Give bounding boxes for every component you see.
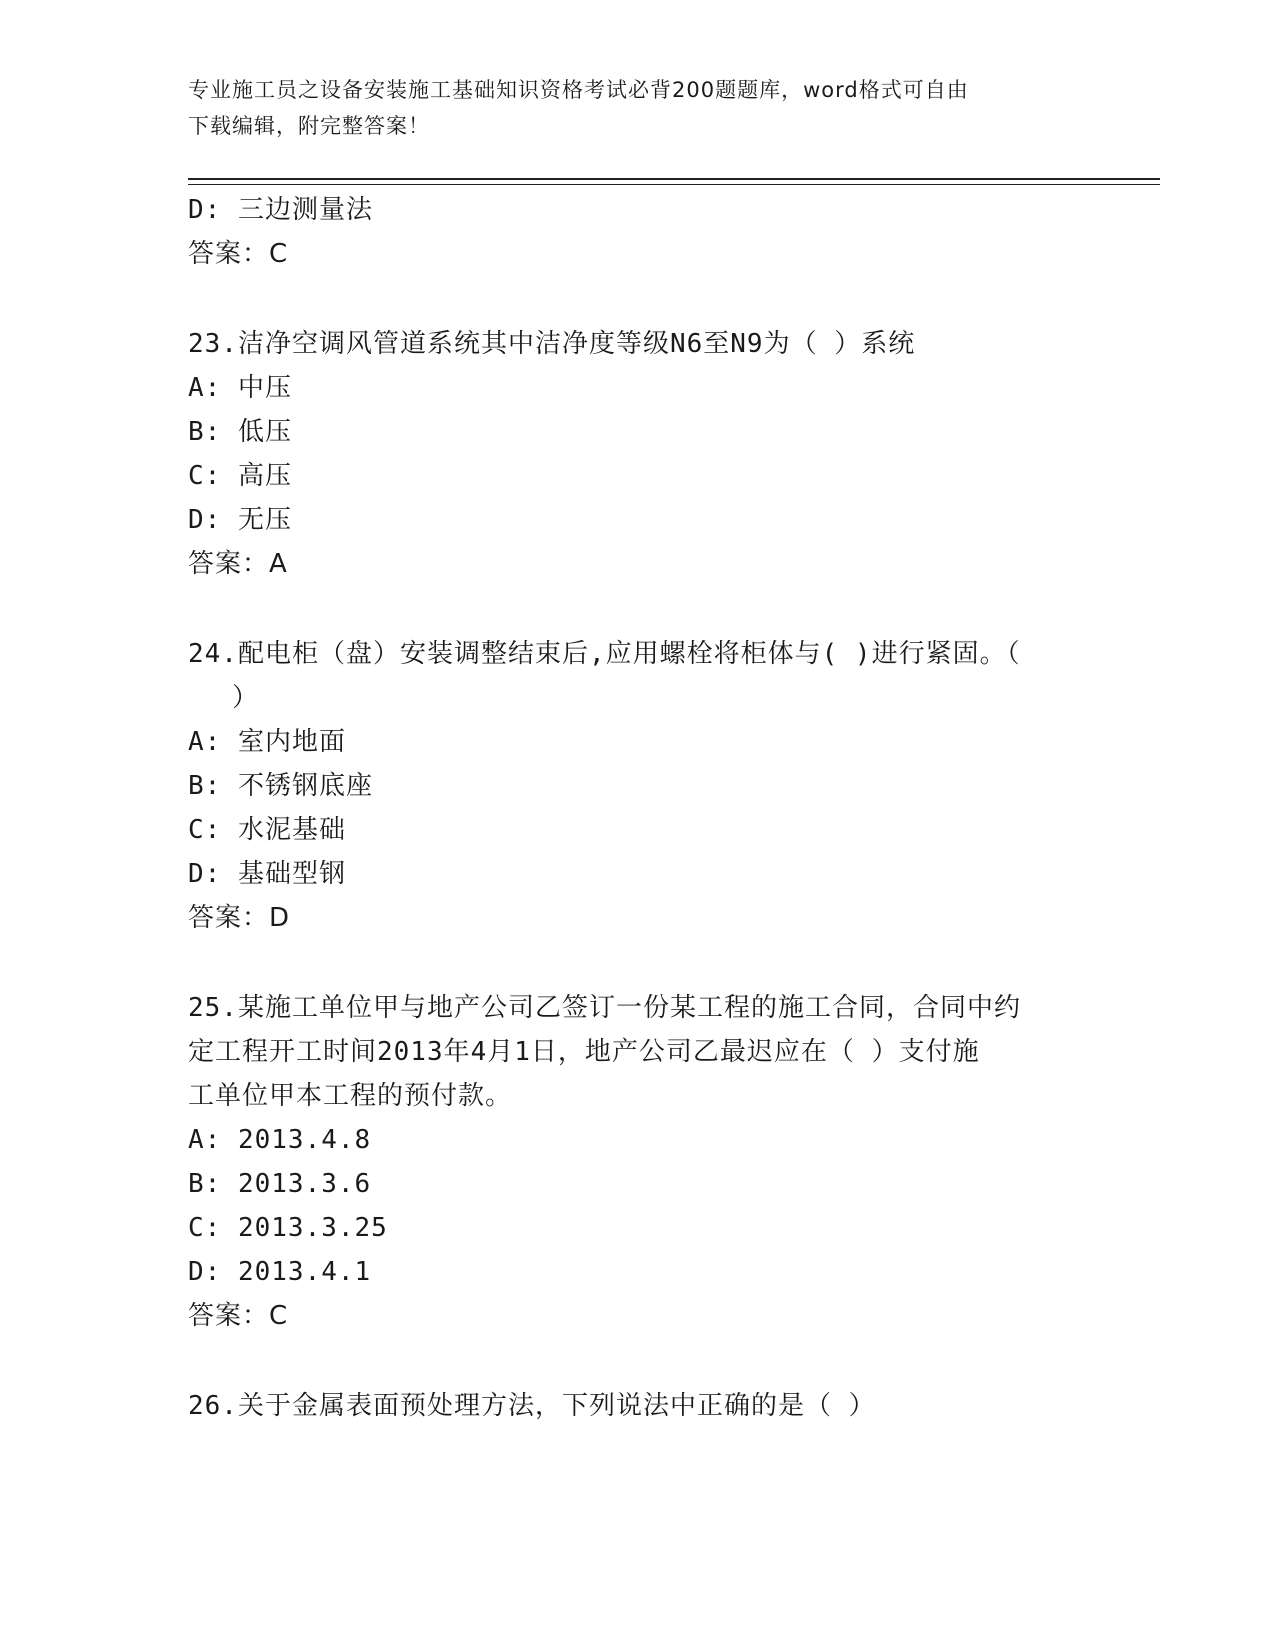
- header-rule-thin: [188, 184, 1160, 185]
- q24-option-d: D: 基础型钢: [188, 859, 346, 889]
- q22-answer: 答案：C: [188, 239, 289, 269]
- q25-option-a: A: 2013.4.8: [188, 1125, 372, 1155]
- q24-option-a: A: 室内地面: [188, 727, 346, 757]
- q25-option-b: B: 2013.3.6: [188, 1169, 372, 1199]
- q24-question-line-2: ）: [232, 683, 260, 713]
- q25-question-line-2: 定工程开工时间2013年4月1日，地产公司乙最迟应在（ ）支付施: [188, 1037, 980, 1067]
- q23-answer: 答案：A: [188, 549, 288, 579]
- q23-question: 23.洁净空调风管道系统其中洁净度等级N6至N9为（ ）系统: [188, 329, 916, 359]
- q25-option-c: C: 2013.3.25: [188, 1213, 388, 1243]
- header-rule-thick: [188, 178, 1160, 180]
- q23-option-d: D: 无压: [188, 505, 292, 535]
- header-line-1: 专业施工员之设备安装施工基础知识资格考试必背200题题库，word格式可自由: [188, 78, 969, 102]
- document-header: [188, 72, 1088, 144]
- q25-question-line-1: 25.某施工单位甲与地产公司乙签订一份某工程的施工合同，合同中约: [188, 993, 1021, 1023]
- q22-option-d: D: 三边测量法: [188, 195, 373, 225]
- q23-option-b: B: 低压: [188, 417, 292, 447]
- q24-option-c: C: 水泥基础: [188, 815, 346, 845]
- q23-option-c: C: 高压: [188, 461, 292, 491]
- q24-question-line-1: 24.配电柜（盘）安装调整结束后,应用螺栓将柜体与( )进行紧固。（: [188, 639, 1021, 669]
- q25-question-line-3: 工单位甲本工程的预付款。: [188, 1081, 513, 1111]
- q26-question: 26.关于金属表面预处理方法，下列说法中正确的是（ ）: [188, 1391, 876, 1421]
- q24-answer: 答案：D: [188, 903, 291, 933]
- q23-option-a: A: 中压: [188, 373, 292, 403]
- q25-option-d: D: 2013.4.1: [188, 1257, 372, 1287]
- header-line-2: 下载编辑，附完整答案！: [188, 114, 430, 138]
- q24-option-b: B: 不锈钢底座: [188, 771, 373, 801]
- q25-answer: 答案：C: [188, 1301, 289, 1331]
